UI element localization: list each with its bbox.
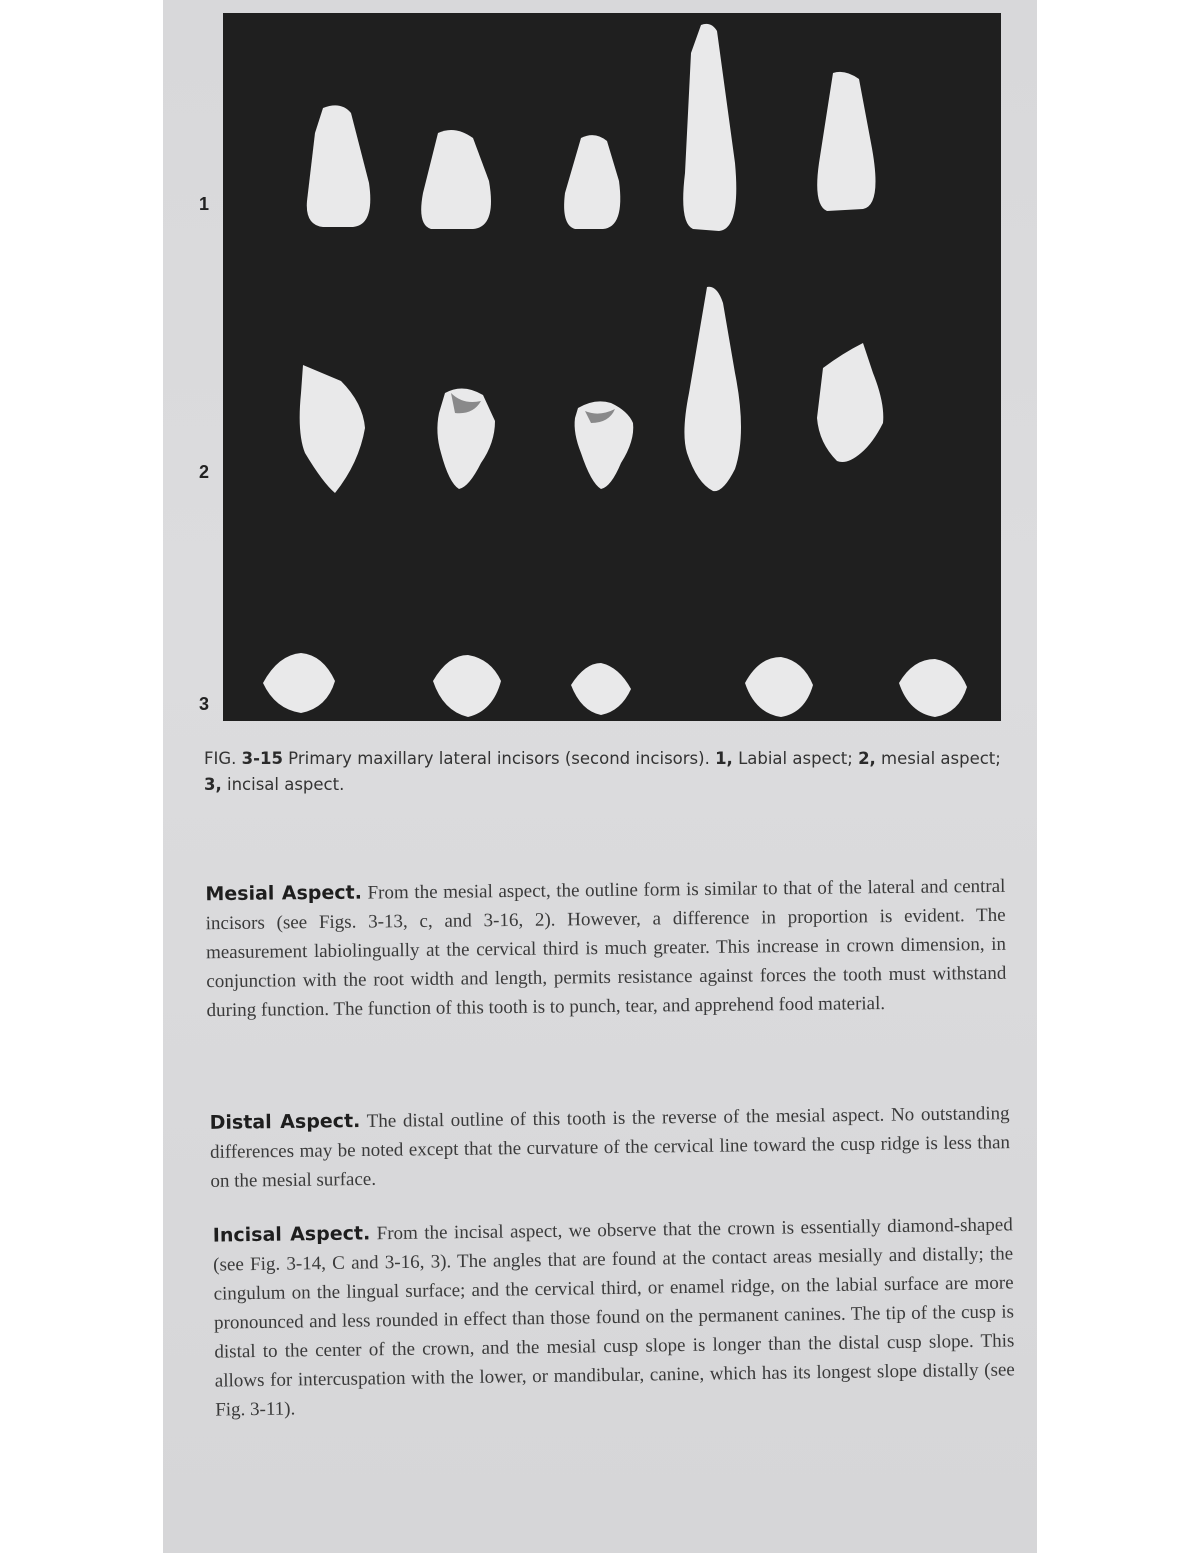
background-left xyxy=(0,0,163,1553)
caption-text-3: incisal aspect. xyxy=(221,775,345,794)
tooth-3-2 xyxy=(433,655,501,717)
caption-text: Primary maxillary lateral incisors (second incisors). xyxy=(282,749,716,768)
tooth-3-4 xyxy=(745,657,813,717)
caption-text-1: Labial aspect; xyxy=(732,749,859,768)
section-body-incisal: From the incisal aspect, we observe that the crown is essentially diamond-shaped (see Fig. 3-14, C and 3-16, 3). The angles that are found at the contact areas mesially and distally; the cingulum on the lingual surface; and the cervical third, or enamel ridge, on the labial surface are more pronounced and less rounded in effect than those found on the permanent canines. The tip of the cusp is distal to the center of the crown, and the mesial cusp slope is longer than the distal cusp slope. This allows for intercuspation with the lower, or mandibular, canine, which has its longest slope distally (see Fig. 3-11). xyxy=(213,1214,1015,1421)
background-right xyxy=(1037,0,1200,1553)
section-mesial-aspect xyxy=(205,872,1006,1025)
caption-prefix: FIG. xyxy=(204,749,237,768)
section-heading-mesial: Mesial Aspect. xyxy=(205,881,363,906)
tooth-2-5 xyxy=(817,343,883,462)
section-heading-distal: Distal Aspect. xyxy=(209,1110,361,1134)
caption-label-2: 2, xyxy=(858,749,876,768)
row-1-labial-teeth xyxy=(307,24,876,231)
tooth-1-5 xyxy=(817,72,875,211)
section-heading-incisal: Incisal Aspect. xyxy=(212,1222,371,1247)
tooth-2-1 xyxy=(300,365,365,493)
tooth-3-3 xyxy=(571,663,631,715)
book-page xyxy=(163,0,1037,1553)
section-body-mesial: From the mesial aspect, the outline form is similar to that of the lateral and central incisors (see Figs. 3-13, c, and 3-16, 2). However, a difference in proportion is evident. The measurement labiolingually at the cervical third is much greater. This increase in crown dimension, in conjunction with the root width and length, permits resistance against forces the tooth must withstand during function. The function of this tooth is to punch, tear, and apprehend food material. xyxy=(205,875,1007,1022)
section-incisal-aspect xyxy=(213,1210,1016,1424)
section-body-distal: The distal outline of this tooth is the reverse of the mesial aspect. No outstanding differences may be noted except that the curvature of the cervical line toward the cusp ridge is less than on the mesial surface. xyxy=(209,1103,1011,1192)
row-label-3: 3 xyxy=(199,694,210,714)
tooth-3-5 xyxy=(899,659,967,717)
figure-photo-teeth xyxy=(223,13,1001,721)
caption-label-1: 1, xyxy=(715,749,733,768)
row-3-incisal-teeth xyxy=(263,653,967,717)
tooth-1-4 xyxy=(683,24,736,231)
tooth-1-1 xyxy=(307,105,370,227)
section-distal-aspect xyxy=(209,1099,1010,1196)
tooth-1-2 xyxy=(421,130,491,229)
caption-label-3: 3, xyxy=(204,775,222,794)
tooth-2-4 xyxy=(684,287,741,491)
tooth-1-3 xyxy=(564,135,620,229)
caption-figure-number: 3-15 xyxy=(241,749,283,768)
tooth-3-1 xyxy=(263,653,335,713)
teeth-photo-svg xyxy=(223,13,1001,721)
row-label-2: 2 xyxy=(199,462,210,482)
row-label-1: 1 xyxy=(199,194,210,214)
figure-caption xyxy=(204,746,1004,798)
caption-text-2: mesial aspect; xyxy=(875,749,1001,768)
row-2-mesial-teeth xyxy=(300,287,884,493)
